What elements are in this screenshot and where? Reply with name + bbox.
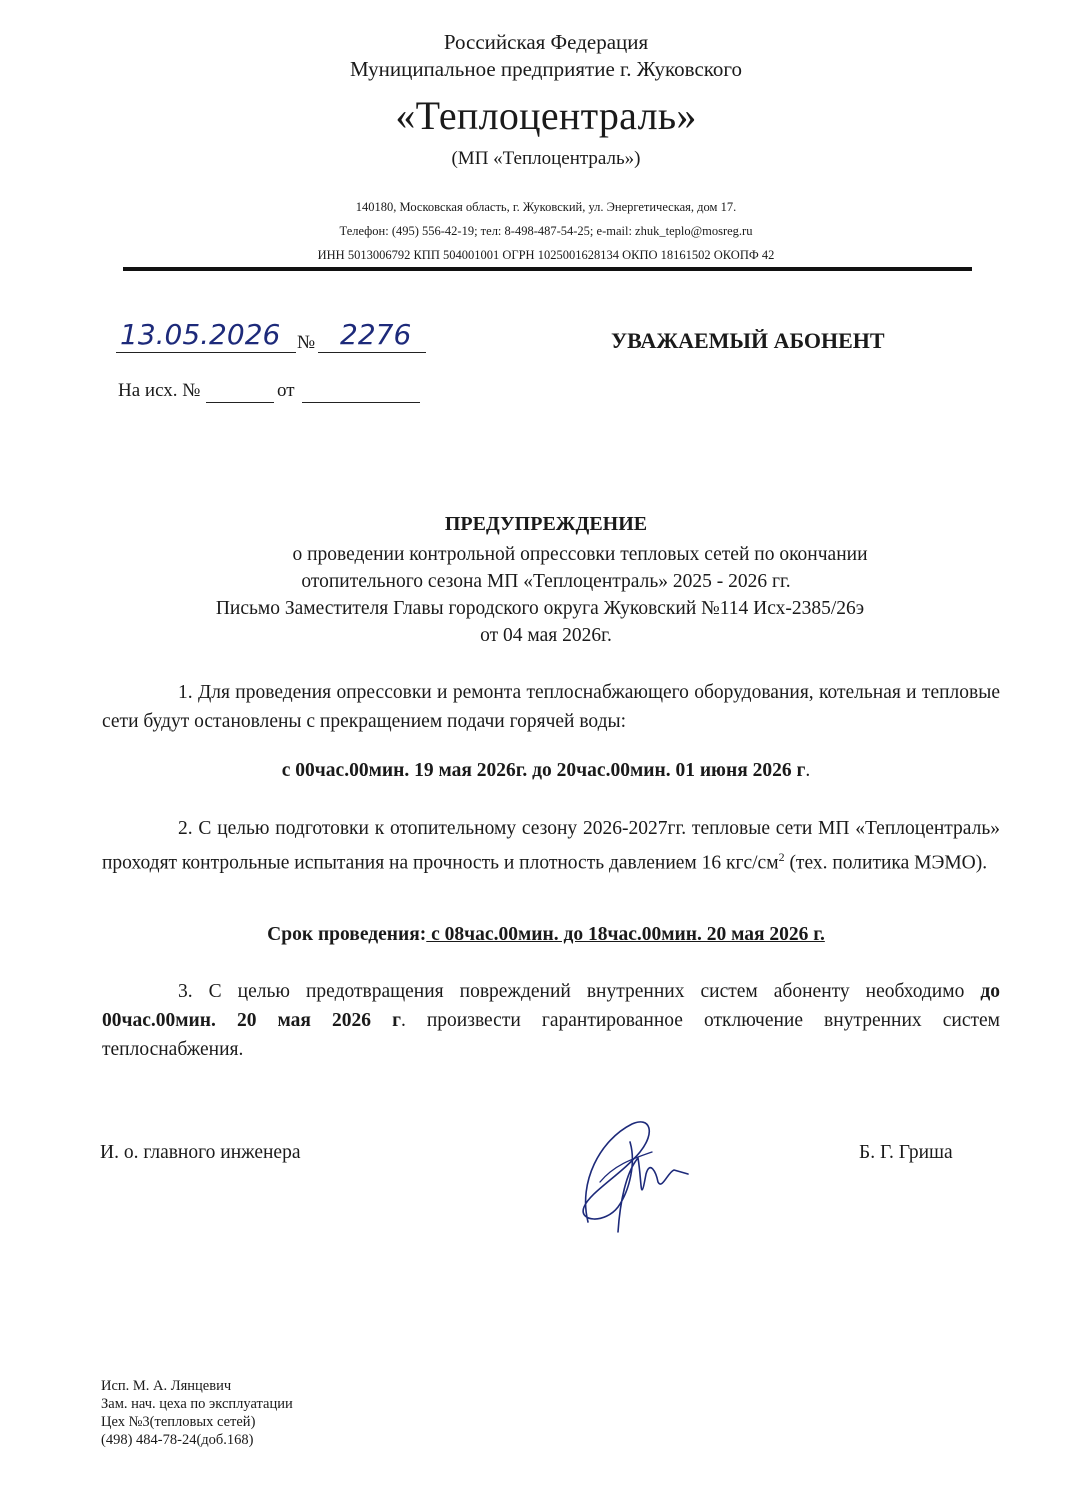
item-3-deadline: до 00час.00мин. 20 мая 2026 г bbox=[102, 981, 1000, 1031]
reference-number-line bbox=[206, 402, 274, 403]
outgoing-number: 2276 bbox=[340, 318, 412, 351]
item-3-text-end: . произвести гарантированное отключение внутренних систем теплоснабжения. bbox=[102, 1010, 1000, 1060]
header-country: Российская Федерация bbox=[443, 30, 649, 54]
addressee: УВАЖАЕМЫЙ АБОНЕНТ bbox=[611, 328, 885, 353]
date-underline bbox=[116, 352, 296, 353]
header-divider bbox=[123, 267, 972, 271]
item-2-text-end: (тех. политика МЭМО). bbox=[784, 852, 988, 874]
reference-date-line bbox=[302, 402, 420, 403]
signatory-position: И. о. главного инженера bbox=[100, 1142, 301, 1163]
reference-from: от bbox=[277, 380, 295, 401]
item-1-period-text: с 00час.00мин. 19 мая 2026г. до 20час.00мин. 01 июня 2026 г bbox=[281, 760, 806, 781]
executor-position: Зам. нач. цеха по эксплуатации bbox=[101, 1396, 293, 1412]
item-2-term-value: с 08час.00мин. до 18час.00мин. 20 мая 2026 г. bbox=[426, 924, 825, 945]
subtitle-line-3: Письмо Заместителя Главы городского округа Жуковский №114 Исх-2385/26э bbox=[215, 598, 865, 619]
header-requisites: ИНН 5013006792 КПП 504001001 ОГРН 1025001628134 ОКПО 18161502 ОКОПФ 42 bbox=[317, 248, 775, 262]
header-contacts: Телефон: (495) 556-42-19; тел: 8-498-487-54-25; e-mail: zhuk_teplo@mosreg.ru bbox=[339, 224, 753, 238]
number-sign: № bbox=[297, 332, 316, 353]
item-2-term-label: Срок проведения: bbox=[267, 924, 427, 945]
item-1: 1. Для проведения опрессовки и ремонта теплоснабжающего оборудования, котельная и тепловые сети будут остановлены с прекращением подачи горячей воды: bbox=[102, 682, 1000, 732]
item-1-period bbox=[6, 760, 1080, 782]
reference-prefix: На исх. № bbox=[118, 380, 201, 401]
header-short-name: (МП «Теплоцентраль») bbox=[451, 148, 641, 169]
item-2-term bbox=[6, 924, 1080, 946]
header-company-name: «Теплоцентраль» bbox=[395, 93, 697, 138]
subtitle-line-1: о проведении контрольной опрессовки тепловых сетей по окончании bbox=[292, 544, 868, 565]
item-2-text: 2. С целью подготовки к отопительному сезону 2026-2027гг. тепловые сети МП «Теплоцентраль» проходят контрольные испытания на прочность и плотность давлением 16 кгс/см bbox=[102, 818, 1000, 874]
item-2 bbox=[102, 814, 1000, 878]
executor-department: Цех №3(тепловых сетей) bbox=[101, 1414, 256, 1430]
outgoing-date: 13.05.2026 bbox=[120, 318, 281, 351]
handwritten-signature bbox=[560, 1112, 690, 1242]
executor-phone: (498) 484-78-24(доб.168) bbox=[101, 1432, 254, 1448]
executor-name: Исп. М. А. Лянцевич bbox=[101, 1378, 232, 1394]
item-3 bbox=[102, 977, 1000, 1064]
subtitle-line-2: отопительного сезона МП «Теплоцентраль» 2025 - 2026 гг. bbox=[301, 571, 791, 592]
item-2-superscript: 2 bbox=[778, 850, 785, 864]
item-3-text: 3. С целью предотвращения повреждений внутренних систем абоненту необходимо bbox=[178, 981, 981, 1002]
subtitle-line-4: от 04 мая 2026г. bbox=[480, 625, 612, 646]
item-1-period-dot: . bbox=[805, 760, 811, 781]
document-heading: ПРЕДУПРЕЖДЕНИЕ bbox=[444, 513, 648, 535]
header-enterprise: Муниципальное предприятие г. Жуковского bbox=[349, 57, 743, 81]
number-underline bbox=[318, 352, 426, 353]
signatory-name: Б. Г. Гриша bbox=[859, 1142, 953, 1163]
header-address: 140180, Московская область, г. Жуковский, ул. Энергетическая, дом 17. bbox=[355, 200, 737, 214]
